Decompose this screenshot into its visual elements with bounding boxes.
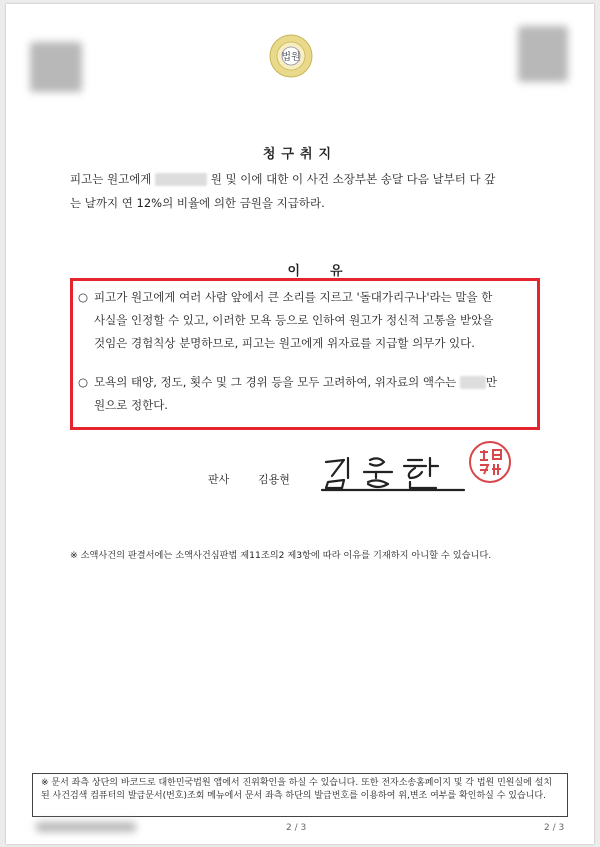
- claim-text: [70, 167, 538, 215]
- redacted-amount: [155, 173, 207, 186]
- claim-text-line2: 는 날까지 연 12%의 비율에 의한 금원을 지급하라.: [70, 196, 325, 210]
- reasons-title: 이유: [287, 264, 373, 279]
- reason-1-line2: 사실을 인정할 수 있고, 이러한 모욕 등으로 인하여 원고가 정신적 고통을 받았을: [94, 313, 494, 327]
- judge-seal-stamp: [468, 440, 512, 484]
- circle-bullet-icon: ○: [78, 290, 89, 304]
- barcode-top-right: [518, 26, 568, 82]
- reason-item-2: [78, 371, 538, 417]
- claim-text-part1: 피고는 원고에게: [70, 172, 152, 186]
- judge-title: 판사: [208, 473, 230, 486]
- small-claims-note: ※ 소액사건의 판결서에는 소액사건심판법 제11조의2 제3항에 따라 이유를 기재하지 아니할 수 있습니다.: [70, 550, 492, 561]
- document-page: [6, 4, 594, 844]
- judge-name: 김용현: [258, 473, 290, 486]
- circle-bullet-icon: ○: [78, 375, 89, 389]
- page-number-center: 2 / 3: [286, 823, 307, 833]
- redacted-amount: [460, 376, 486, 389]
- footer-text: ※ 문서 좌측 상단의 바코드로 대한민국법원 앱에서 진위확인을 하실 수 있습니다. 또한 전자소송홈페이지 및 각 법원 민원실에 설치된 사건검색 컴퓨터의 발급문서(번호)조회 메뉴에서 문서 좌측 하단의 발급번호를 이용하여 위,변조 여부를 확인하실 수 있습니다.: [41, 778, 553, 801]
- court-seal-label: 법원: [281, 52, 301, 63]
- barcode-top-left: [30, 42, 82, 92]
- reason-1-line3: 것임은 경험칙상 분명하므로, 피고는 원고에게 위자료를 지급할 의무가 있다.: [94, 336, 475, 350]
- reason-item-1: [78, 286, 538, 355]
- page-number-right: 2 / 3: [544, 823, 565, 833]
- claim-title: 청구취지: [262, 147, 338, 162]
- verification-footer: [32, 773, 568, 817]
- issue-number-blur: [36, 822, 136, 832]
- claim-text-part2: 원 및 이에 대한 이 사건 소장부본 송달 다음 날부터 다 갚: [210, 172, 496, 186]
- judge-signature: [318, 452, 468, 492]
- reason-2-line1-end: 만: [485, 375, 497, 389]
- reason-2-line1: 모욕의 태양, 정도, 횟수 및 그 경위 등을 모두 고려하여, 위자료의 액수는: [94, 375, 457, 389]
- court-seal-icon: [268, 33, 314, 79]
- reason-2-line2: 원으로 정한다.: [94, 398, 168, 412]
- reason-1-line1: 피고가 원고에게 여러 사람 앞에서 큰 소리를 지르고 '돌대가리구나'라는 말을 한: [94, 290, 493, 304]
